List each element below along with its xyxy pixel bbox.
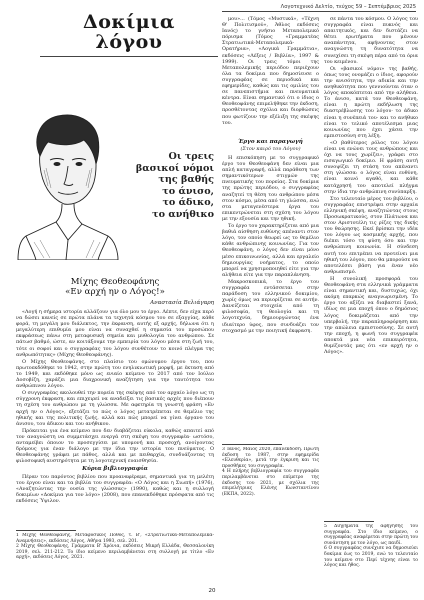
middle-footnotes	[222, 447, 319, 583]
footnote: 5 Διηγήματα της αφήγησης του συγγραφέα. Στο ίδιο κείμενο, ο συγγραφέας αναφέρεται στην πρώτη του συνάντηση με τον λόγο, ως παιδί.	[324, 524, 418, 546]
paragraph: Πέραν του παρόντος βιβλίου που προαναφέραμε, σημαντικά για τη μελέτη του έργου είναι και τα βιβλία του συγγραφέα: «Ο Λόγος και η Σιωπή» (1976), «Αναζητώντας την ουσία της γλώσσας» (1990), καθώς και η συλλογή δοκιμίων «Δοκίμια για τον λόγο» (2008), που επανεκδόθηκε πρόσφατα από τις εκδόσεις Ύψιλον.	[16, 474, 214, 505]
pull-quote	[126, 151, 214, 220]
page-number: 20	[208, 588, 216, 594]
paragraph: «Λογή η σήμερα ιστορία αλλάζουν για όλο μου το έργο. Λέπτε, δεν είχα περό να δώσει κανείς σε πρώτα πλάνα τα τεχνητά κόσμου του σε εξαγγίας, κάθε φορά, τη μεγάλη μου διάλεκτος, την έκφανση, αυτής εξ αρχής, δήλωνα ότι η μεγαλύτερη επιθυμία μου είναι να συναχθεί η σημασία του προσώπου εκφράσεως πάνω στη μεταφυσική σημεία και μυθολογία του ανθρώπου. Σε πάτωσ βαθμό, ώστε, αν κοιτάξουμε την εμπειρία του λόγου μέσα στη ζωή του, τότε οι σοφοί και ο συγγραφέας του λόγου συνθέτουν το κοινό πλέγμα της ανθρωπότητας» (Μίχης Θεοθεοφάνης).	[16, 309, 214, 358]
paragraph: Μακροσκοπικά, το έργο του συγγραφέα εντάσσεται στην παράδοση του ελληνικού δοκιμίου, χωρίς όμως να περιορίζεται σε αυτήν. Δανείζεται στοιχεία από τη φιλοσοφία, τη θεολογία και τη λογοτεχνία, δημιουργώντας ένα ιδιαίτερο ύφος, που συνδυάζει τον στοχασμό με την ποιητική έκφραση.	[222, 278, 319, 334]
subject-quote: «Εν αρχή ην ο Λόγος!»	[65, 287, 165, 297]
paragraph: Η συνολική προσφορά του Θεοθεοφάνη στα ελληνικά γράμματα είναι σημαντική και, δυστυχώς, όχι ακόμη επαρκώς αναγνωρισμένη. Το έργο του αξίζει να διαβαστεί ξανά, ιδίως σε μια εποχή όπου ο δημόσιος λόγος δοκιμάζεται από την υπερβολή, την παραπληροφόρηση και την απώλεια εμπιστοσύνης. Σε αυτή την εποχή, η φωνή του συγγραφέα αποκτά μια νέα επικαιρότητα, θυμίζοντάς μας ότι «εν αρχή ην ο Λόγος».	[324, 275, 418, 356]
footnote: 1 Μίχης Θεοθεοφάνης, Μεταφυσικός Πόθος, τ. Β', «Στρατιωτικά-Μεταπολεμικά-Αναμνήσεις», εκδόσεις Λόγος, Αθήνα 1993, σελ. 201.	[16, 533, 214, 544]
right-footnotes	[324, 524, 418, 583]
left-footnotes	[16, 533, 214, 583]
paragraph: σε πάντα του κόσμου. Ο λόγος του συγγραφέα είναι πυκνός και απαιτητικός, και δεν διστάζει να θέτει ερωτήματα που μένουν αναπάντητα, αφήνοντας στον αναγνώστη τη δυνατότητα να συνεχίσει τη σκέψη πέρα από τα όρια του κειμένου.	[324, 16, 418, 65]
footnote: 6 Ο συγγραφέας συνέχισε να δημοσιεύει δοκίμια έως το 2019, ενώ το τελευταίο του κείμενο στο Περί τέχνης είναι το λόγος και ήθος.	[324, 546, 418, 569]
essay-main-title	[40, 12, 218, 52]
right-column-text	[324, 16, 418, 516]
paragraph: Η επισκόπηση με το συγγραφικό έργο του Θεοθεοφάνη δεν είναι μια απλή καταγραφή, αλλά παράθεση των σημαντικότερων στιγμών της πνευματικής του πορείας. Στα δοκίμια της πρώτης περιόδου, ο συγγραφέας αναζητεί τη θέση του ανθρώπου μέσα στον κόσμο, μέσα από τη γλώσσα, ενώ στα μεταγενέστερα έργα του επικεντρώνεται στη σχέση του λόγου με την εξουσία και την ηθική.	[222, 155, 319, 222]
section-subheading: Έργο και παραγωγή	[238, 139, 303, 145]
paragraph: Ο Μίχης Θεοθεοφάνης, στο πλαίσιο του ομώνυμου έργου του, που πρωτοεκδόθηκε το 1942, στην πρώτη του ενηλικιωτική μορφή, με έκταση από το 1949, και εκδόθηκε μόνο ως ενιαίο κείμενο το 2017 από τον Ιούλιο Δοσοβίζη, χαράζει μια διαχρονική αναζήτηση για την ταυτότητα του ανθρώπινου λόγου.	[16, 358, 214, 390]
footnote-rule	[16, 530, 76, 531]
header-rule	[222, 11, 416, 12]
paragraph: μου»... (Τόμος «Μυστικά», «Τέχνη Θ' Πολιτισμού», Άθλος εκδόσεις Ιανός) το γνήσιο Μεταπολεμικό πόρισμα (Τόμος «Γραμματέας Στρατιωτικά-Μεταπολεμικά-Ορατήρια», «Λογικά Γραμμάτια», εκδόσεις «Λέξεις / Βιβλία», 1997 & 1999). Οι τρεις τόμοι της Μεταπολεμικής περιόδου περιέχουν όλα τα δοκίμια που δημοσίευσε ο συγγραφέας σε περιοδικά και εφημερίδες, καθώς και τις ομιλίες του σε πανεπιστήμια και πνευματικά κέντρα. Είναι σημαντικό ότι ο ίδιος ο Θεοθεοφάνης επιμελήθηκε την έκδοση, προσθέτοντας σχόλια και διορθώσεις που φωτίζουν την εξέλιξη της σκέψης του.	[222, 16, 319, 126]
left-column-text	[16, 309, 214, 463]
pull-quote-line: βασικοί νόμοι	[135, 162, 214, 174]
footnote-rule	[324, 521, 374, 522]
middle-column-text	[222, 155, 319, 440]
footnote: 3 Ίανός, Μάιος 2020, επανέκδοση. Πρώτη έκδοση το 1987, στην εφημερίδα «Ελευθερία», μετά την έγκριση και τις προσθήκες του συγγραφέα.	[222, 447, 319, 469]
issue-header: Λογοτεχνικό Δελτίο, τεύχος 59 – Σεπτέμβριος 2025	[280, 4, 416, 10]
paragraph: «Ο βαθύτερος ρόλος του λόγου είναι να ενώνει τους ανθρώπους και όχι να τους χωρίζει», γράφει στο εισαγωγικό δοκίμιο. Η φράση αυτή συνοψίζει τη στάση του απέναντι στη γλώσσα: ο λόγος είναι ευθύνη, είναι κοινό αγαθό, και κάθε κατάχρησή του αποτελεί πλήγμα στην ίδια την ανθρώπινη συνύπαρξη.	[324, 139, 418, 195]
footnote: 2 Μίχης Θεοθεοφάνης, Γράμματα Β' Χρόνια, εκδόσεις Μικρή Ελλάδα, Θεσσαλονίκη 2019, σελ. 211-212. Το ίδιο κείμενο περιλαμβάνεται στη συλλογή με τίτλο «Εν αρχή», εκδόσεις Λόγος, 2021.	[16, 544, 214, 561]
paragraph: Το έργο του χαρακτηρίζεται από μια βαθιά αίσθηση ευθύνης απέναντι στον λόγο, τον οποίο θεωρεί ως το θεμέλιο κάθε ανθρώπινης κοινωνίας. Για τον Θεοθεοφάνη, ο λόγος δεν είναι μόνο μέσο επικοινωνίας, αλλά και εργαλείο δημιουργίας νοήματος, το οποίο μπορεί να χρησιμοποιηθεί είτε για την αλήθεια είτε για την παραπλάνηση.	[222, 223, 319, 278]
pull-quote-line: το άδικο,	[162, 197, 214, 208]
subject-name: Μίχης Θεοθεοφάνης	[70, 277, 160, 287]
essay-author: Αναστασία Βελιάγαρη	[150, 300, 214, 306]
bibliography-text	[16, 474, 214, 526]
paragraph: Ο συγγραφέας ακολουθεί την πορεία της σκέψης από τον αρχαίο λόγο ως τη σύγχρονη έκφραση, και επιχειρεί να αναδείξει τις βασικές αρχές που διέπουν τη σχέση του ανθρώπου με τη γλώσσα. Με αφετηρία τη γνωστή φράση «Εν αρχή ην ο Λόγος», εξετάζει το πώς ο λόγος μετατρέπεται σε θεμέλιο της ηθικής και της πολιτικής ζωής, αλλά και πώς μπορεί να γίνει όργανο του άνισου, του άδικου και του ανήθικου.	[16, 390, 214, 427]
paragraph: Στο τελευταίο μέρος του βιβλίου, ο συγγραφέας επιστρέφει στην αρχαία ελληνική σκέψη, αναζητώντας στους Προσωκρατικούς, στον Πλάτωνα και στον Αριστοτέλη τις ρίζες της δικής του θεώρησης. Εκεί βρίσκει την ιδέα του λόγου ως κοσμικής αρχής, που διέπει τόσο τη φύση όσο και την ανθρώπινη κοινωνία. Η σύνδεση αυτή του επιτρέπει να προτείνει μια ηθική του λόγου, που θα μπορούσε να αποτελέσει βάση για έναν νέο ανθρωπισμό.	[324, 195, 418, 275]
paragraph: Πρόκειται για ένα κείμενο που δεν διαβάζεται εύκολα, καθώς απαιτεί από τον αναγνώστη να συμμετάσχει ενεργά στη σκέψη του συγγραφέα· ωστόσο, ανταμείβει όποιον το προσεγγίσει με υπομονή και προσοχή, ανοίγοντας δρόμους για έναν διάλογο με την ίδια την ιστορία του πνεύματος. Ο Θεοθεοφάνης γράφει με πάθος, αλλά και με πειθαρχία, συνδυάζοντας τη φιλοσοφική αυστηρότητα με τη λογοτεχνική ευαισθησία.	[16, 427, 214, 463]
footnote-rule	[222, 444, 282, 445]
bibliography-heading: Κύρια βιβλιογραφία	[82, 466, 148, 472]
essay-subject-heading	[16, 277, 214, 297]
author-portrait-illustration	[14, 100, 122, 260]
pull-quote-line: το άνισο,	[162, 185, 214, 197]
title-line-1: Δοκίμια	[82, 11, 176, 33]
title-line-2: λόγου	[95, 31, 163, 53]
middle-column-top-text	[222, 16, 319, 136]
paragraph: Οι «βασικοί νόμοι» της βαθής, όπως τους ονομάζει ο ίδιος, αφορούν την ανισότητα, την αδικία και την ανηθικότητα που γεννιούνται όταν ο λόγος αποκόπτεται από την αλήθεια. Το άνισο, κατά τον Θεοθεοφάνη, είναι η πρώτη εκδήλωση της διαστρέβλωσης του λόγου· το άδικο είναι η συνέπειά του· και το ανήθικο είναι το τελικό αποτέλεσμα μιας κοινωνίας που έχει χάσει την εμπιστοσύνη στη λέξη.	[324, 65, 418, 139]
pull-quote-line: της βαθής	[158, 174, 214, 185]
title-rule	[40, 56, 218, 57]
footnote: 4 Η πλήρης βιβλιογραφία του συγγραφέα περιλαμβάνεται στο επίμετρο της έκδοσης του 2021, με σχόλια της επιμελήτριας Ελένης Κωνσταντίνου (ΕΚΠΑ, 2022).	[222, 469, 319, 497]
section-subtitle: (Στον καιρό του Λόγου)	[240, 146, 301, 152]
pull-quote-line: Οι τρεις	[168, 151, 214, 162]
pull-quote-line: το ανήθικο	[152, 208, 214, 220]
